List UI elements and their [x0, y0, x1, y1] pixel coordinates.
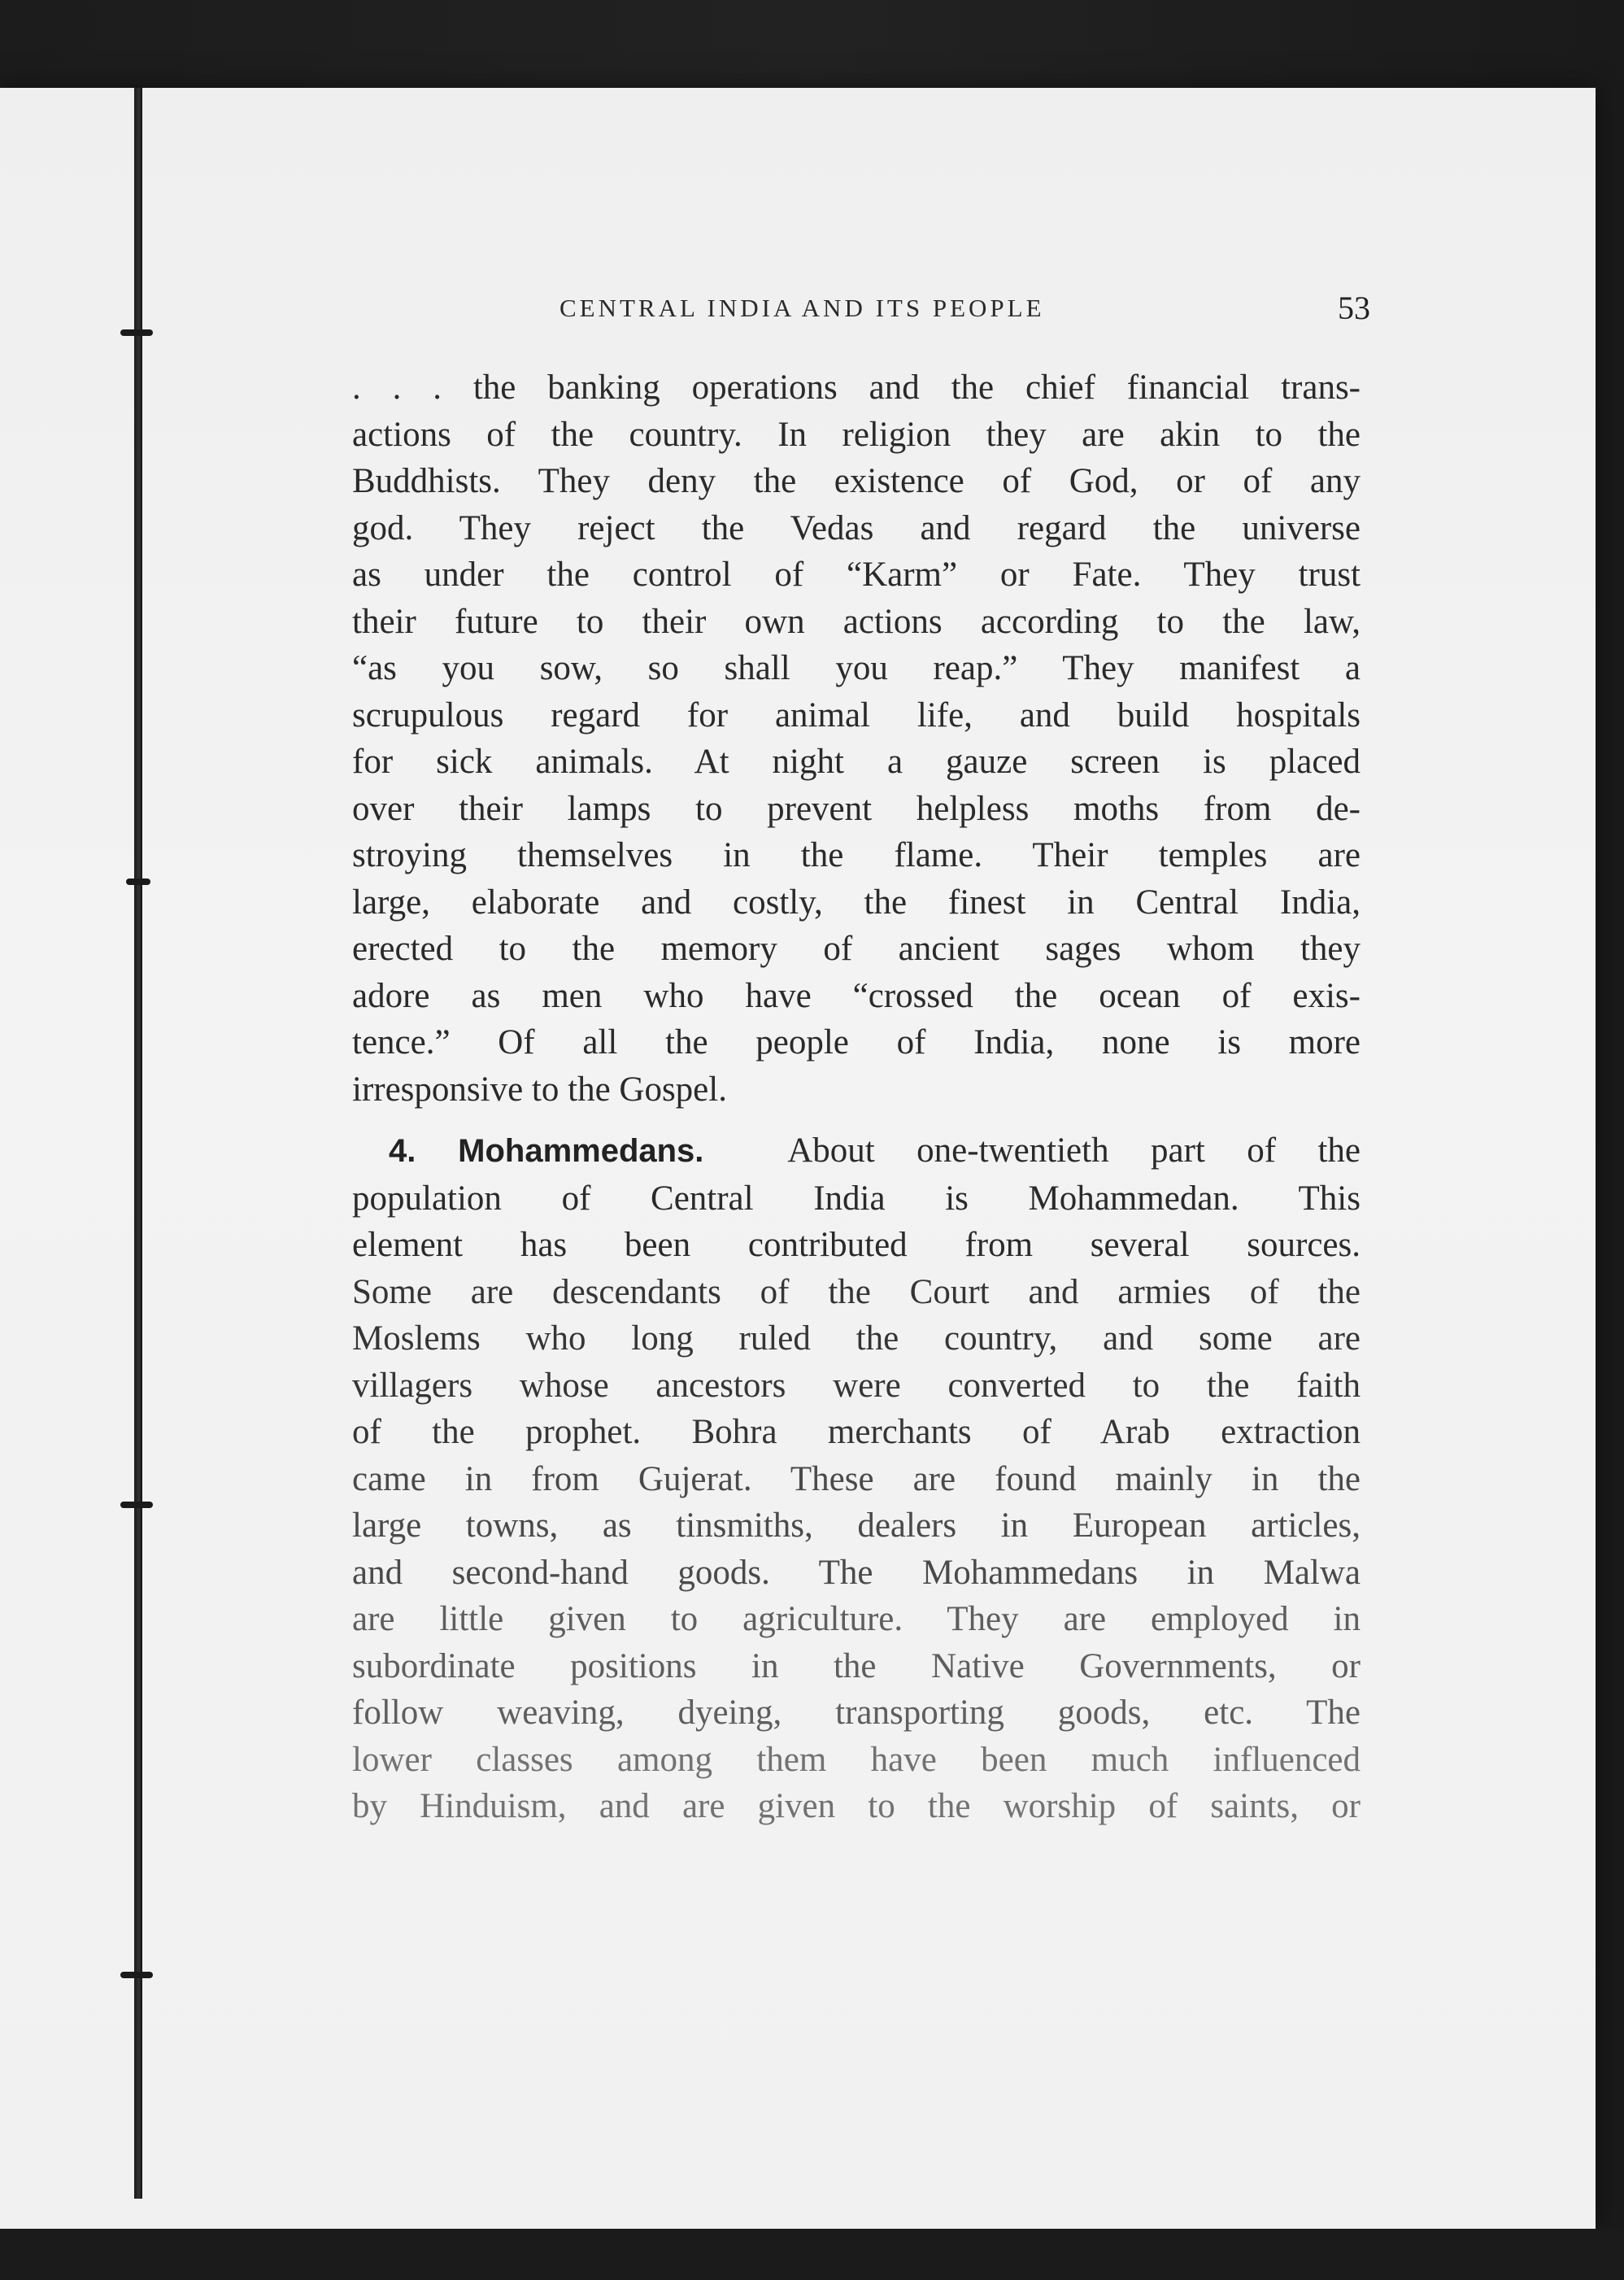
- page-number: 53: [1338, 290, 1370, 326]
- text-line: tence.” Of all the people of India, none is more: [352, 1023, 1361, 1062]
- section-first-line: [352, 1127, 1361, 1175]
- text-line: came in from Gujerat. These are found mainly in the: [352, 1459, 1361, 1498]
- page-spine-line: [134, 88, 142, 2199]
- text-line: and second-hand goods. The Mohammedans in Malwa: [352, 1553, 1361, 1592]
- section-first-line-text: About one-twentieth part of the: [787, 1131, 1361, 1170]
- paragraph-jains: [352, 364, 1361, 1113]
- text-line: actions of the country. In religion they are akin to the: [352, 415, 1361, 454]
- running-title: CENTRAL INDIA AND ITS PEOPLE: [559, 294, 1045, 322]
- body-text: [352, 364, 1361, 1830]
- text-line: over their lamps to prevent helpless moths from de-: [352, 789, 1361, 828]
- text-line: scrupulous regard for animal life, and build hospitals: [352, 695, 1361, 735]
- text-line: Buddhists. They deny the existence of God, or of any: [352, 462, 1361, 500]
- spine-mark: [120, 1972, 153, 1978]
- text-line: of the prophet. Bohra merchants of Arab extraction: [352, 1413, 1361, 1451]
- text-line: “as you sow, so shall you reap.” They manifest a: [352, 649, 1361, 687]
- running-head: [0, 289, 1624, 338]
- text-line: as under the control of “Karm” or Fate. They trust: [352, 556, 1361, 594]
- spine-mark: [120, 1502, 153, 1508]
- paragraph-mohammedans: [352, 1127, 1361, 1830]
- text-line: Some are descendants of the Court and armies of the: [352, 1272, 1361, 1311]
- text-line: their future to their own actions according to the law,: [352, 602, 1361, 641]
- text-line: large towns, as tinsmiths, dealers in European articles,: [352, 1506, 1361, 1545]
- text-line: by Hinduism, and are given to the worship of saints, or: [352, 1787, 1361, 1825]
- scan-bottom-edge: [0, 2229, 1624, 2280]
- text-line: adore as men who have “crossed the ocean of exis-: [352, 976, 1361, 1015]
- text-line: subordinate positions in the Native Governments, or: [352, 1646, 1361, 1685]
- section-heading: 4. Mohammedans.: [389, 1133, 704, 1169]
- text-line: lower classes among them have been much influenced: [352, 1740, 1361, 1779]
- text-line: Moslems who long ruled the country, and some are: [352, 1319, 1361, 1358]
- paragraph-gap: [352, 1113, 1361, 1127]
- text-line: element has been contributed from several sources.: [352, 1226, 1361, 1264]
- text-line: are little given to agriculture. They are employed in: [352, 1600, 1361, 1638]
- text-line: follow weaving, dyeing, transporting goods, etc. The: [352, 1694, 1361, 1732]
- text-line: irresponsive to the Gospel.: [352, 1070, 727, 1109]
- text-line: population of Central India is Mohammedan. This: [352, 1179, 1361, 1218]
- text-line: for sick animals. At night a gauze screen is placed: [352, 743, 1361, 781]
- text-line: . . . the banking operations and the chief financial trans-: [352, 368, 1361, 407]
- text-line: large, elaborate and costly, the finest in Central India,: [352, 883, 1361, 922]
- text-line: stroying themselves in the flame. Their temples are: [352, 836, 1361, 874]
- text-line: villagers whose ancestors were converted to the faith: [352, 1366, 1361, 1405]
- spine-mark: [126, 878, 150, 885]
- text-line: god. They reject the Vedas and regard the universe: [352, 508, 1361, 547]
- text-line: erected to the memory of ancient sages whom they: [352, 930, 1361, 968]
